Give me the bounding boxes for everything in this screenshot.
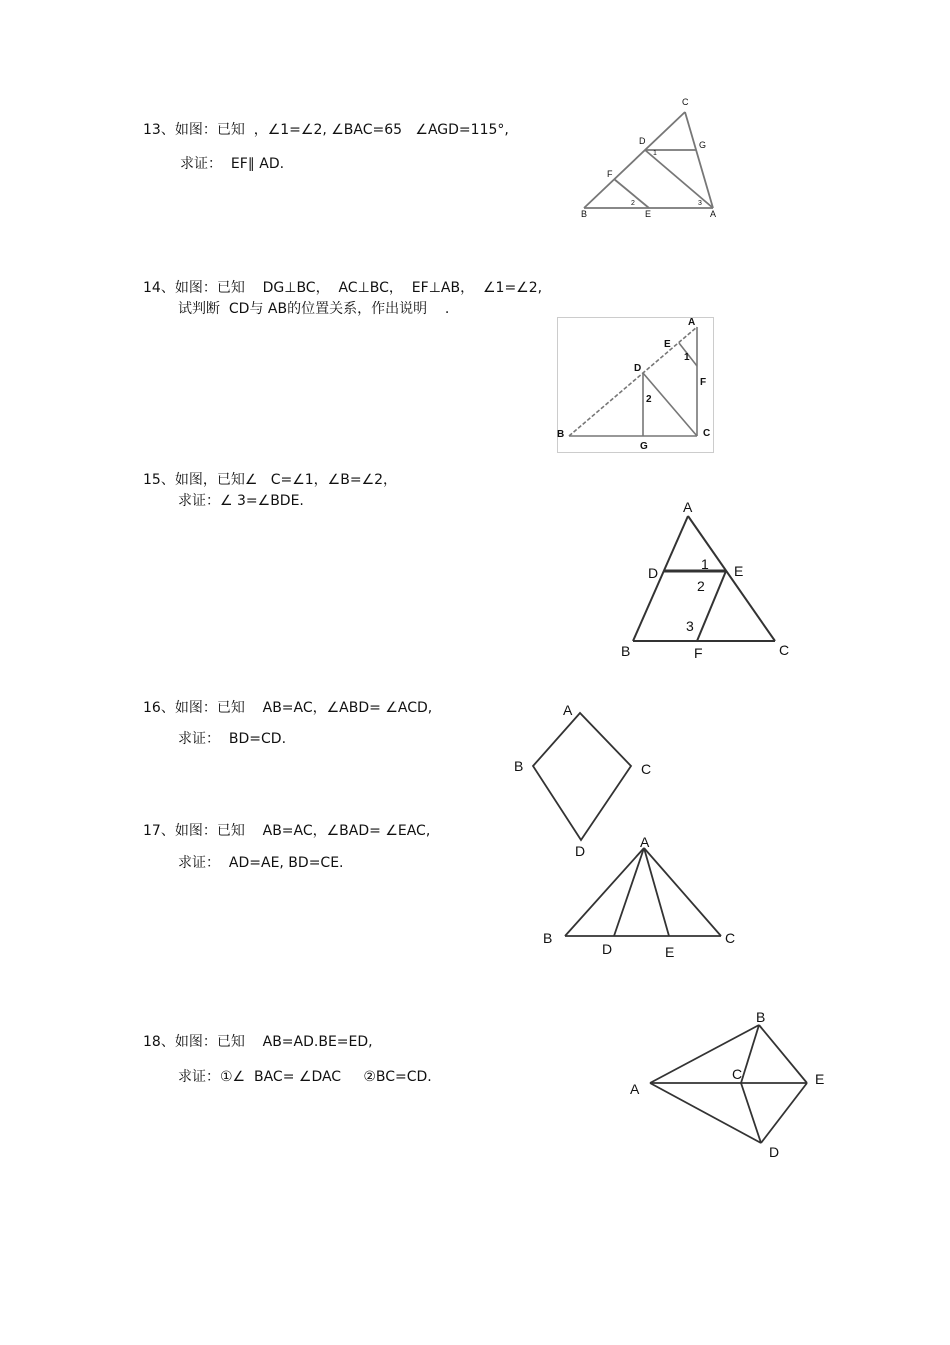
fig15-label-a: A (683, 499, 693, 515)
fig16-label-a: A (563, 702, 573, 718)
fig13-label-d: D (639, 136, 646, 146)
fig15-label-angle-2: 2 (697, 578, 705, 594)
problem-17-figure (540, 832, 745, 962)
problem-13-figure (570, 95, 730, 225)
fig15-label-f: F (694, 645, 703, 661)
problem-14-figure (557, 317, 715, 454)
fig18-label-b: B (756, 1009, 766, 1025)
problem-17-statement: 17、如图：已知 AB=AC，∠BAD= ∠EAC, (143, 823, 431, 839)
fig14-label-a: A (688, 317, 696, 328)
problem-18-figure (620, 1005, 840, 1165)
fig15-label-b: B (621, 643, 631, 659)
fig14-label-c: C (703, 428, 711, 439)
problem-16-statement: 16、如图：已知 AB=AC，∠ABD= ∠ACD, (143, 700, 433, 716)
problem-18-statement: 18、如图：已知 AB=AD.BE=ED, (143, 1034, 373, 1050)
problem-13-goal: 求证： EF∥ AD. (180, 156, 285, 172)
fig15-label-d: D (648, 565, 659, 581)
fig17-label-c: C (725, 930, 736, 946)
problem-15-goal: 求证：∠ 3=∠BDE. (178, 493, 304, 509)
fig18-label-c: C (732, 1066, 743, 1082)
fig17-label-e: E (665, 944, 675, 960)
fig13-label-angle-1: 1 (653, 150, 657, 157)
fig15-label-c: C (779, 642, 790, 658)
fig17-label-a: A (640, 834, 650, 850)
fig13-label-c: C (682, 97, 689, 107)
fig17-label-b: B (543, 930, 553, 946)
fig13-label-angle-2: 2 (631, 200, 635, 207)
fig14-label-b: B (557, 429, 565, 440)
problem-13-statement: 13、如图：已知 ，∠1=∠2, ∠BAC=65 ∠AGD=115°, (143, 122, 509, 138)
fig13-label-a: A (710, 209, 717, 219)
fig17-label-d: D (602, 941, 613, 957)
fig13-label-g: G (699, 140, 707, 150)
fig14-label-angle-1: 1 (684, 352, 690, 363)
fig18-label-d: D (769, 1144, 780, 1160)
fig14-label-g: G (640, 441, 648, 452)
fig14-label-e: E (664, 339, 671, 350)
fig14-label-f: F (700, 377, 707, 388)
fig13-label-b: B (581, 209, 588, 219)
fig18-label-e: E (815, 1071, 825, 1087)
fig13-label-e: E (645, 209, 652, 219)
problem-14-statement: 14、如图：已知 DG⊥BC， AC⊥BC， EF⊥AB， ∠1=∠2, (143, 280, 543, 296)
fig13-label-f: F (607, 169, 613, 179)
problem-18-goal: 求证：①∠ BAC= ∠DAC ②BC=CD. (178, 1069, 432, 1085)
fig14-label-angle-2: 2 (646, 394, 652, 405)
problem-17-goal: 求证： AD=AE, BD=CE. (178, 855, 344, 871)
fig15-label-e: E (734, 563, 744, 579)
fig16-label-d: D (575, 843, 586, 859)
fig16-label-b: B (514, 758, 524, 774)
fig16-label-c: C (641, 761, 652, 777)
problem-16-goal: 求证： BD=CD. (178, 731, 287, 747)
fig13-label-angle-3: 3 (698, 200, 702, 207)
fig15-label-angle-1: 1 (701, 556, 709, 572)
problem-15-statement: 15、如图，已知∠ C=∠1，∠B=∠2， (143, 472, 398, 488)
fig18-label-a: A (630, 1081, 640, 1097)
fig15-label-angle-3: 3 (686, 618, 694, 634)
fig14-label-d: D (634, 363, 642, 374)
problem-15-figure (615, 498, 800, 663)
problem-14-goal: 试判断 CD与 AB的位置关系，作出说明 . (178, 301, 450, 317)
